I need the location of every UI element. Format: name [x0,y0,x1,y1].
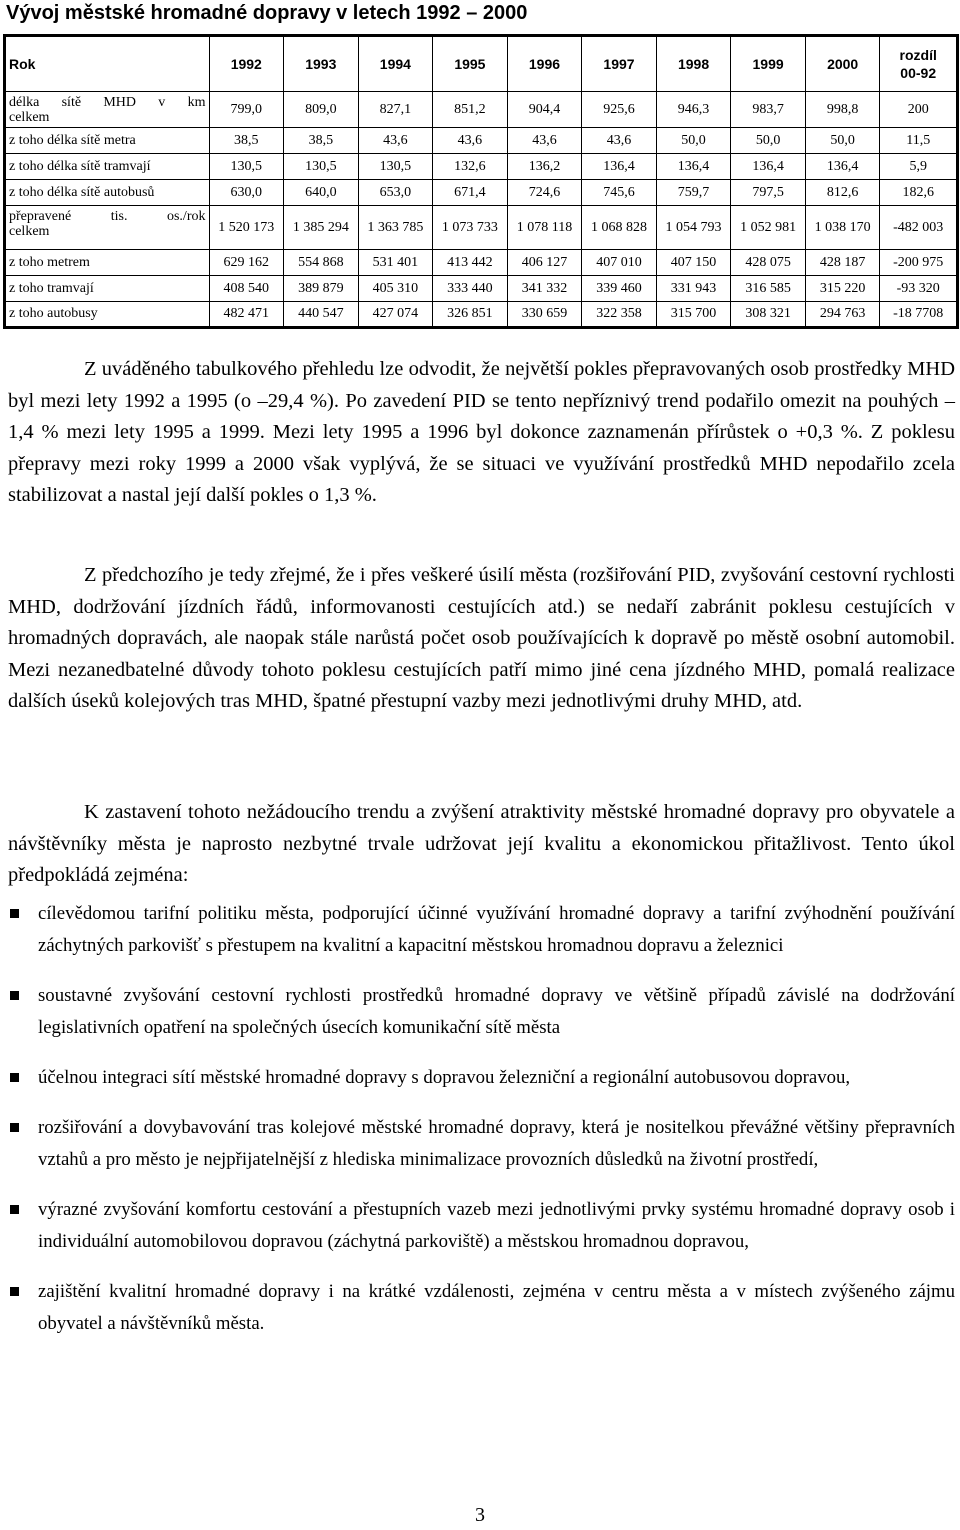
table-cell: 946,3 [656,92,731,128]
table-cell: 1 520 173 [209,206,284,250]
table-cell-difference: -93 320 [880,276,958,302]
list-item-text: účelnou integraci sítí městské hromadné dopravy s dopravou železniční a regionální autobusovou dopravou, [38,1067,851,1088]
table-cell: 413 442 [433,250,508,276]
table-cell: 43,6 [507,128,582,154]
table-cell: 136,2 [507,154,582,180]
table-cell: 531 401 [358,250,433,276]
list-item-text: zajištění kvalitní hromadné dopravy i na krátké vzdálenosti, zejména v centru města a v místech zvýšeného zájmu obyvatel a návštěvníků města. [38,1281,955,1334]
list-item [8,980,955,1044]
table-row [5,154,958,180]
table-cell: 1 363 785 [358,206,433,250]
table-cell: 389 879 [284,276,359,302]
paragraph-text: K zastavení tohoto nežádoucího trendu a zvýšení atraktivity městské hromadné dopravy pro obyvatele a návštěvníky města je naprosto nezbytné trvale udržovat její kvalitu a ekonomickou přitažlivost. Tento úkol předpokládá zejména: [8,801,955,887]
row-label: z toho metrem [5,250,210,276]
table-cell: 1 068 828 [582,206,657,250]
list-item-text: soustavné zvyšování cestovní rychlosti prostředků hromadné dopravy ve většině případů závislé na dodržování legislativních opatření na společných úsecích komunikační sítě města [38,985,955,1038]
table-row [5,276,958,302]
table-cell: 925,6 [582,92,657,128]
year-header-cell: 1997 [582,36,657,92]
table-cell: 315 220 [805,276,880,302]
table-cell: 851,2 [433,92,508,128]
table-cell: 339 460 [582,276,657,302]
row-label-word: tis. [110,209,128,224]
table-cell: 405 310 [358,276,433,302]
list-item-text: cílevědomou tarifní politiku města, podporující účinné využívání hromadné dopravy a tarifní zvýhodnění používání záchytných parkovišť s přestupem na kvalitní a kapacitní městskou hromadnou dopravu a železnici [38,903,955,956]
table-cell-difference: -200 975 [880,250,958,276]
difference-header-line1: rozdíl [899,47,937,63]
table-cell: 640,0 [284,180,359,206]
list-item [8,1062,955,1094]
page-number: 3 [475,1504,485,1526]
square-bullet-icon [10,1123,19,1132]
row-label-line2: celkem [9,110,50,125]
table-cell: 428 075 [731,250,806,276]
row-label-word: os./rok [166,209,206,224]
table-cell: 316 585 [731,276,806,302]
year-header-cell: 1995 [433,36,508,92]
year-header-cell: 1994 [358,36,433,92]
table-row [5,92,958,128]
year-header-label: Rok [5,36,210,92]
square-bullet-icon [10,991,19,1000]
table-cell: 904,4 [507,92,582,128]
table-cell: 308 321 [731,302,806,328]
list-item [8,1112,955,1176]
table-cell-difference: 5,9 [880,154,958,180]
table-cell-difference: 200 [880,92,958,128]
table-row [5,128,958,154]
table-cell: 330 659 [507,302,582,328]
table-cell: 745,6 [582,180,657,206]
table-row [5,206,958,250]
table-cell: 630,0 [209,180,284,206]
table-cell: 130,5 [358,154,433,180]
table-cell: 428 187 [805,250,880,276]
table-cell: 827,1 [358,92,433,128]
list-item [8,1194,955,1258]
table-row [5,250,958,276]
table-cell: 797,5 [731,180,806,206]
table-cell-difference: -18 7708 [880,302,958,328]
table-cell: 1 078 118 [507,206,582,250]
table-cell: 812,6 [805,180,880,206]
table-cell: 759,7 [656,180,731,206]
table-cell: 43,6 [582,128,657,154]
table-cell: 440 547 [284,302,359,328]
year-header-cell: 1998 [656,36,731,92]
row-label-word: délka [9,95,40,110]
row-label [5,92,210,128]
table-cell: 136,4 [731,154,806,180]
row-label: z toho délka sítě autobusů [5,180,210,206]
table-cell: 724,6 [507,180,582,206]
row-label: z toho tramvají [5,276,210,302]
row-label: z toho délka sítě tramvají [5,154,210,180]
row-label-word: přepravené [9,209,72,224]
list-item [8,1276,955,1340]
table-cell: 136,4 [656,154,731,180]
table-cell-difference: 182,6 [880,180,958,206]
table-cell: 341 332 [507,276,582,302]
table-cell: 998,8 [805,92,880,128]
measures-list [8,898,955,1358]
table-cell: 333 440 [433,276,508,302]
paragraph-decline [8,354,955,512]
list-item-text: výrazné zvyšování komfortu cestování a přestupních vazeb mezi jednotlivými prvky systému hromadné dopravy osob i individuální automobilovou dopravou (záchytná parkoviště) a městskou hromadnou dopravou, [38,1199,955,1252]
year-header-cell: 1996 [507,36,582,92]
paragraph-causes [8,560,955,718]
row-label-line1 [9,209,206,224]
list-item [8,898,955,962]
difference-header-cell [880,36,958,92]
square-bullet-icon [10,1073,19,1082]
table-cell: 50,0 [805,128,880,154]
table-cell: 482 471 [209,302,284,328]
table-cell: 1 038 170 [805,206,880,250]
table-cell: 136,4 [805,154,880,180]
table-cell: 1 054 793 [656,206,731,250]
table-cell: 799,0 [209,92,284,128]
square-bullet-icon [10,909,19,918]
table-cell: 50,0 [731,128,806,154]
row-label-word: km [187,95,206,110]
year-header-cell: 1999 [731,36,806,92]
statistics-table [3,34,959,329]
row-label: z toho autobusy [5,302,210,328]
table-cell: 407 150 [656,250,731,276]
difference-header-line2: 00-92 [900,65,937,81]
table-cell: 38,5 [209,128,284,154]
table-cell: 50,0 [656,128,731,154]
table-cell: 315 700 [656,302,731,328]
row-label-line2: celkem [9,224,50,239]
table-cell: 1 073 733 [433,206,508,250]
paragraph-text: Z uváděného tabulkového přehledu lze odvodit, že největší pokles přepravovaných osob prostředky MHD byl mezi lety 1992 a 1995 (o –29,4 %). Po zavedení PID se tento nepříznivý trend podařilo omezit na pouhých –1,4 % mezi lety 1995 a 1999. Mezi lety 1995 a 1996 byl dokonce zaznamenán přírůstek o +0,3 %. Z poklesu přepravy mezi roky 1999 a 2000 však vyplývá, že se situaci ve využívání prostředků MHD nepodařilo zcela stabilizovat a nastal její další pokles o 1,3 %. [8,358,955,507]
table-cell: 130,5 [209,154,284,180]
table-cell: 554 868 [284,250,359,276]
table-cell-difference: 11,5 [880,128,958,154]
table-cell: 130,5 [284,154,359,180]
table-cell: 671,4 [433,180,508,206]
row-label [5,206,210,250]
table-cell: 38,5 [284,128,359,154]
paragraph-text: Z předchozího je tedy zřejmé, že i přes veškeré úsilí města (rozšiřování PID, zvyšování cestovní rychlosti MHD, dodržování jízdních řádů, informovanosti cestujících atd.) se nedaří zabránit poklesu cestujících v hromadných dopravách, ale naopak stále narůstá počet osob používajících k dopravě po městě osobní automobil. Mezi nezanedbatelné důvody tohoto poklesu cestujících patří mimo jiné cena jízdného MHD, pomalá realizace dalších úseků kolejových tras MHD, špatné přestupní vazby mezi jednotlivými druhy MHD, atd. [8,564,955,713]
year-header-cell: 2000 [805,36,880,92]
square-bullet-icon [10,1205,19,1214]
row-label: z toho délka sítě metra [5,128,210,154]
table-cell: 629 162 [209,250,284,276]
row-label-line1 [9,95,206,110]
table-cell: 294 763 [805,302,880,328]
table-cell-difference: -482 003 [880,206,958,250]
table-cell: 43,6 [433,128,508,154]
table-cell: 326 851 [433,302,508,328]
table-cell: 43,6 [358,128,433,154]
paragraph-measures-intro [8,797,955,892]
table-cell: 653,0 [358,180,433,206]
year-header-cell: 1993 [284,36,359,92]
table-cell: 132,6 [433,154,508,180]
table-cell: 1 385 294 [284,206,359,250]
year-header-cell: 1992 [209,36,284,92]
table-cell: 427 074 [358,302,433,328]
table-cell: 407 010 [582,250,657,276]
table-cell: 809,0 [284,92,359,128]
list-item-text: rozšiřování a dovybavování tras kolejové městské hromadné dopravy, která je nositelkou převážné většiny přepravních vztahů a pro město je nejpřijatelnější z hlediska minimalizace provozních důsledků na životní prostředí, [38,1117,955,1170]
table-cell: 408 540 [209,276,284,302]
table-cell: 983,7 [731,92,806,128]
table-cell: 1 052 981 [731,206,806,250]
row-label-word: MHD [103,95,137,110]
table-cell: 322 358 [582,302,657,328]
table-cell: 406 127 [507,250,582,276]
row-label-word: v [158,95,166,110]
square-bullet-icon [10,1287,19,1296]
page-title: Vývoj městské hromadné dopravy v letech 1992 – 2000 [6,2,528,24]
table-cell: 136,4 [582,154,657,180]
table-header-row [5,36,958,92]
row-label-word: sítě [61,95,82,110]
table-cell: 331 943 [656,276,731,302]
table-row [5,180,958,206]
table-row [5,302,958,328]
